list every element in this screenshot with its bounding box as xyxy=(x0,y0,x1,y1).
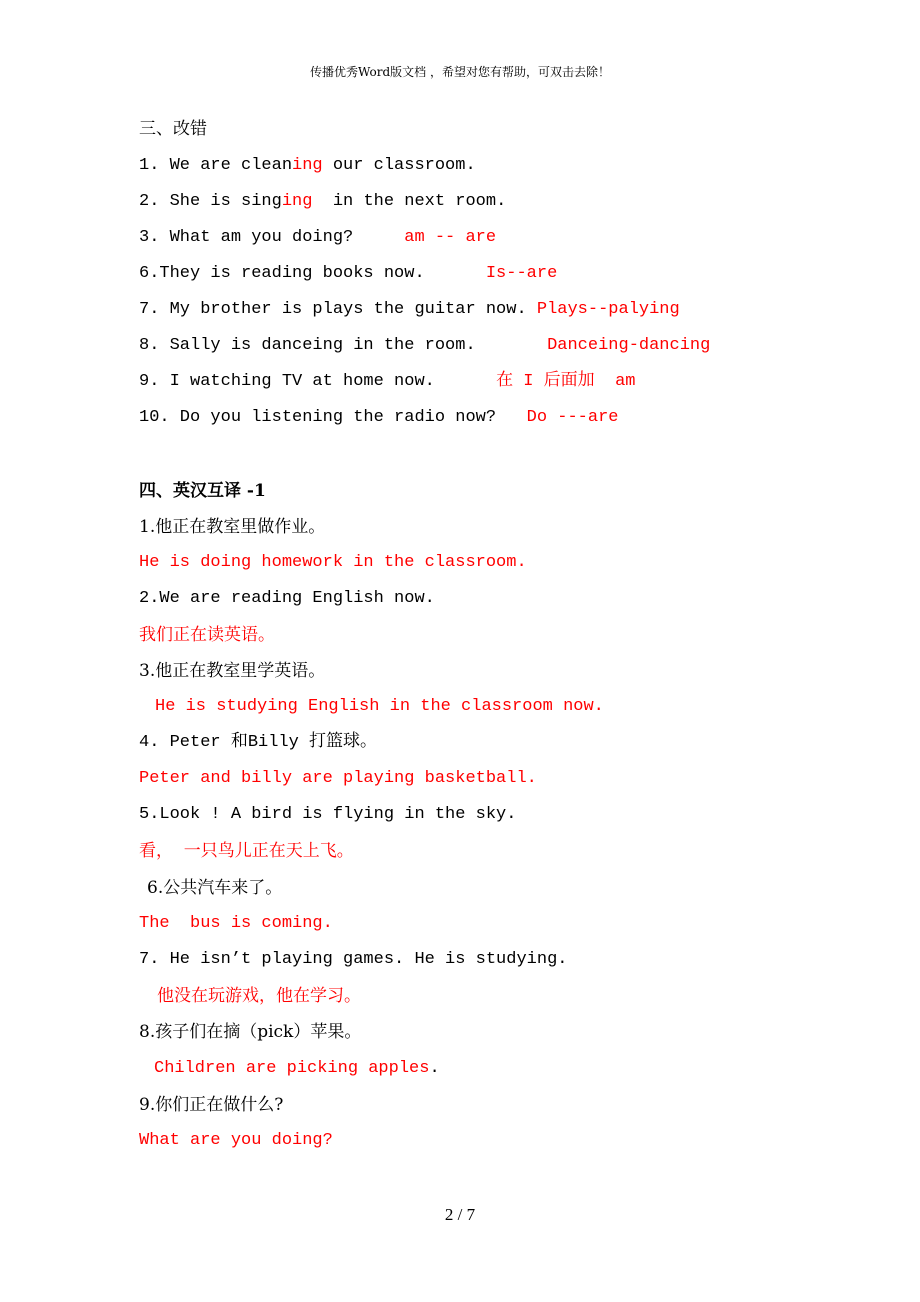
translation-answer-5: 看， 一只鸟儿正在天上飞。 xyxy=(139,841,354,861)
highlight-text: ing xyxy=(281,192,313,211)
answer-text: Children are picking apples xyxy=(154,1059,430,1078)
translation-answer-3: He is studying English in the classroom now. xyxy=(155,697,604,716)
correction-item-7 xyxy=(139,299,680,321)
translation-answer-6: The bus is coming. xyxy=(139,914,333,933)
translation-question-1: 1.他正在教室里做作业。 xyxy=(139,517,326,537)
translation-question-2: 2.We are reading English now. xyxy=(139,589,435,608)
correction-item-6 xyxy=(139,263,557,285)
correction-item-8 xyxy=(139,335,710,357)
translation-question-7: 7. He isn’t playing games. He is studying. xyxy=(139,950,568,969)
item-text: 6.They is reading books now. xyxy=(139,264,486,283)
correction-item-1 xyxy=(139,155,476,177)
translation-question-6: 6.公共汽车来了。 xyxy=(147,878,283,898)
translation-answer-7: 他没在玩游戏，他在学习。 xyxy=(157,986,361,1006)
item-text: 8. Sally is danceing in the room. xyxy=(139,336,548,355)
answer-period: . xyxy=(429,1059,440,1078)
translation-question-3: 3.他正在教室里学英语。 xyxy=(139,661,326,681)
translation-question-4: 4. Peter 和Billy 打篮球。 xyxy=(139,733,378,752)
answer-text: 在 I 后面加 am xyxy=(496,372,636,391)
page-number: 2 / 7 xyxy=(444,1205,476,1224)
translation-answer-2: 我们正在读英语。 xyxy=(139,625,275,645)
answer-text: Is--are xyxy=(485,264,558,283)
item-text: 1. We are clean xyxy=(139,156,293,175)
answer-text: am -- are xyxy=(404,228,497,247)
item-text: our classroom. xyxy=(322,156,476,175)
translation-question-5: 5.Look ! A bird is flying in the sky. xyxy=(139,805,517,824)
translation-answer-4: Peter and billy are playing basketball. xyxy=(139,769,537,788)
translation-answer-1: He is doing homework in the classroom. xyxy=(139,553,527,572)
item-text: 3. What am you doing? xyxy=(139,228,405,247)
section4-title: 四、英汉互译 -1 xyxy=(139,481,266,501)
answer-text: Do ---are xyxy=(526,408,619,427)
translation-question-8: 8.孩子们在摘（pick）苹果。 xyxy=(139,1022,362,1042)
correction-item-10 xyxy=(139,407,619,429)
section3-title: 三、改错 xyxy=(139,119,207,139)
item-text: 2. She is sing xyxy=(139,192,282,211)
page-header: 传播优秀Word版文档 ，希望对您有帮助，可双击去除！ xyxy=(310,65,610,79)
item-text: 10. Do you listening the radio now? xyxy=(139,408,527,427)
item-text: 9. I watching TV at home now. xyxy=(139,372,497,391)
item-text: 7. My brother is plays the guitar now. xyxy=(139,300,537,319)
highlight-text: ing xyxy=(292,156,323,175)
translation-answer-8 xyxy=(154,1058,440,1080)
translation-answer-9: What are you doing? xyxy=(139,1131,333,1150)
answer-text: Plays--palying xyxy=(536,300,680,319)
correction-item-3 xyxy=(139,227,496,249)
item-text: in the next room. xyxy=(312,192,507,211)
translation-question-9: 9.你们正在做什么? xyxy=(139,1095,284,1115)
answer-text: Danceing-dancing xyxy=(547,336,711,355)
correction-item-9 xyxy=(139,371,635,393)
correction-item-2 xyxy=(139,191,506,213)
